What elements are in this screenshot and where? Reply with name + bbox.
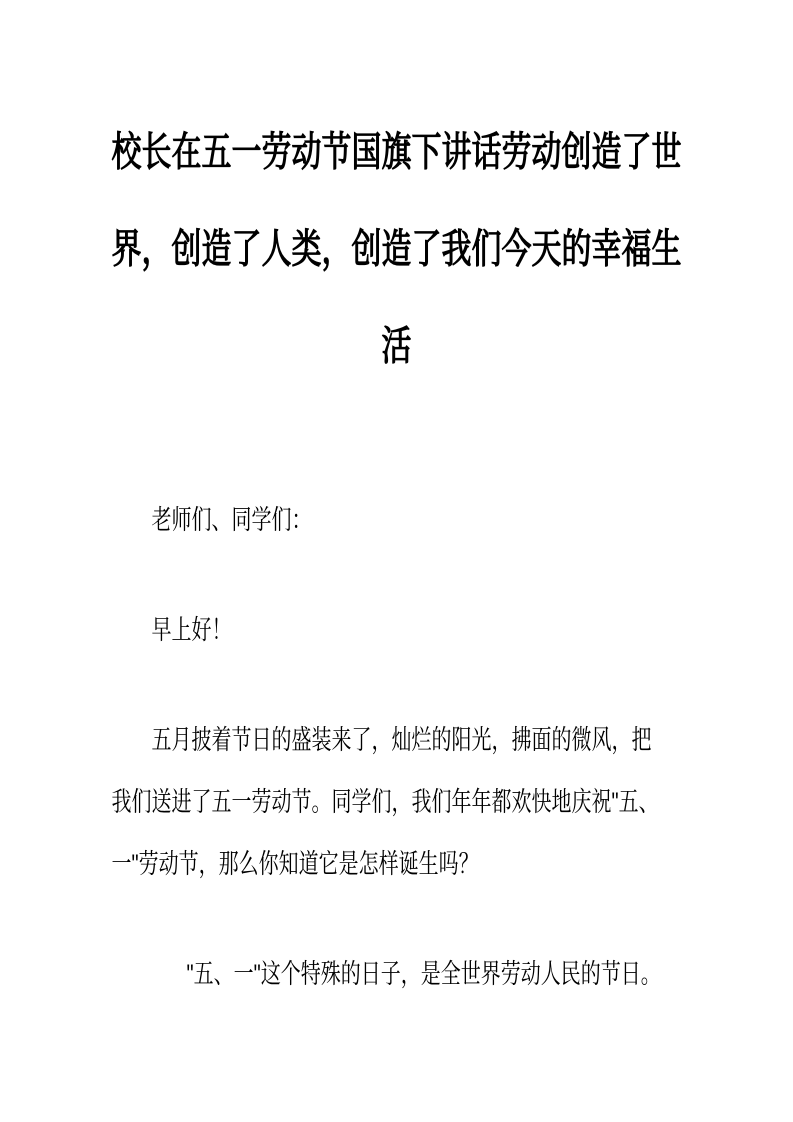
title-line-3: 活 (381, 324, 412, 369)
text-line: 早上好！ (151, 616, 232, 646)
paragraph-mayday-intro (112, 710, 682, 896)
document-body (112, 0, 682, 1006)
text-line: 我们送进了五一劳动节。同学们，我们年年都欢快地庆祝"五、 (111, 788, 659, 818)
paragraph-mayday-significance (112, 944, 682, 1006)
document-title (112, 104, 682, 395)
text-line: 五月披着节日的盛装来了，灿烂的阳光，拂面的微风，把 (151, 726, 652, 756)
text-line: 一"劳动节，那么你知道它是怎样诞生吗？ (111, 850, 479, 880)
title-line-1: 校长在五一劳动节国旗下讲话劳动创造了世 (111, 130, 682, 175)
paragraph-greeting (112, 600, 682, 662)
text-line: 老师们、同学们： (151, 506, 312, 536)
title-line-2: 界，创造了人类，创造了我们今天的幸福生 (111, 227, 682, 272)
paragraph-salutation (112, 490, 682, 552)
text-line: "五、一"这个特殊的日子，是全世界劳动人民的节日。 (186, 960, 661, 990)
